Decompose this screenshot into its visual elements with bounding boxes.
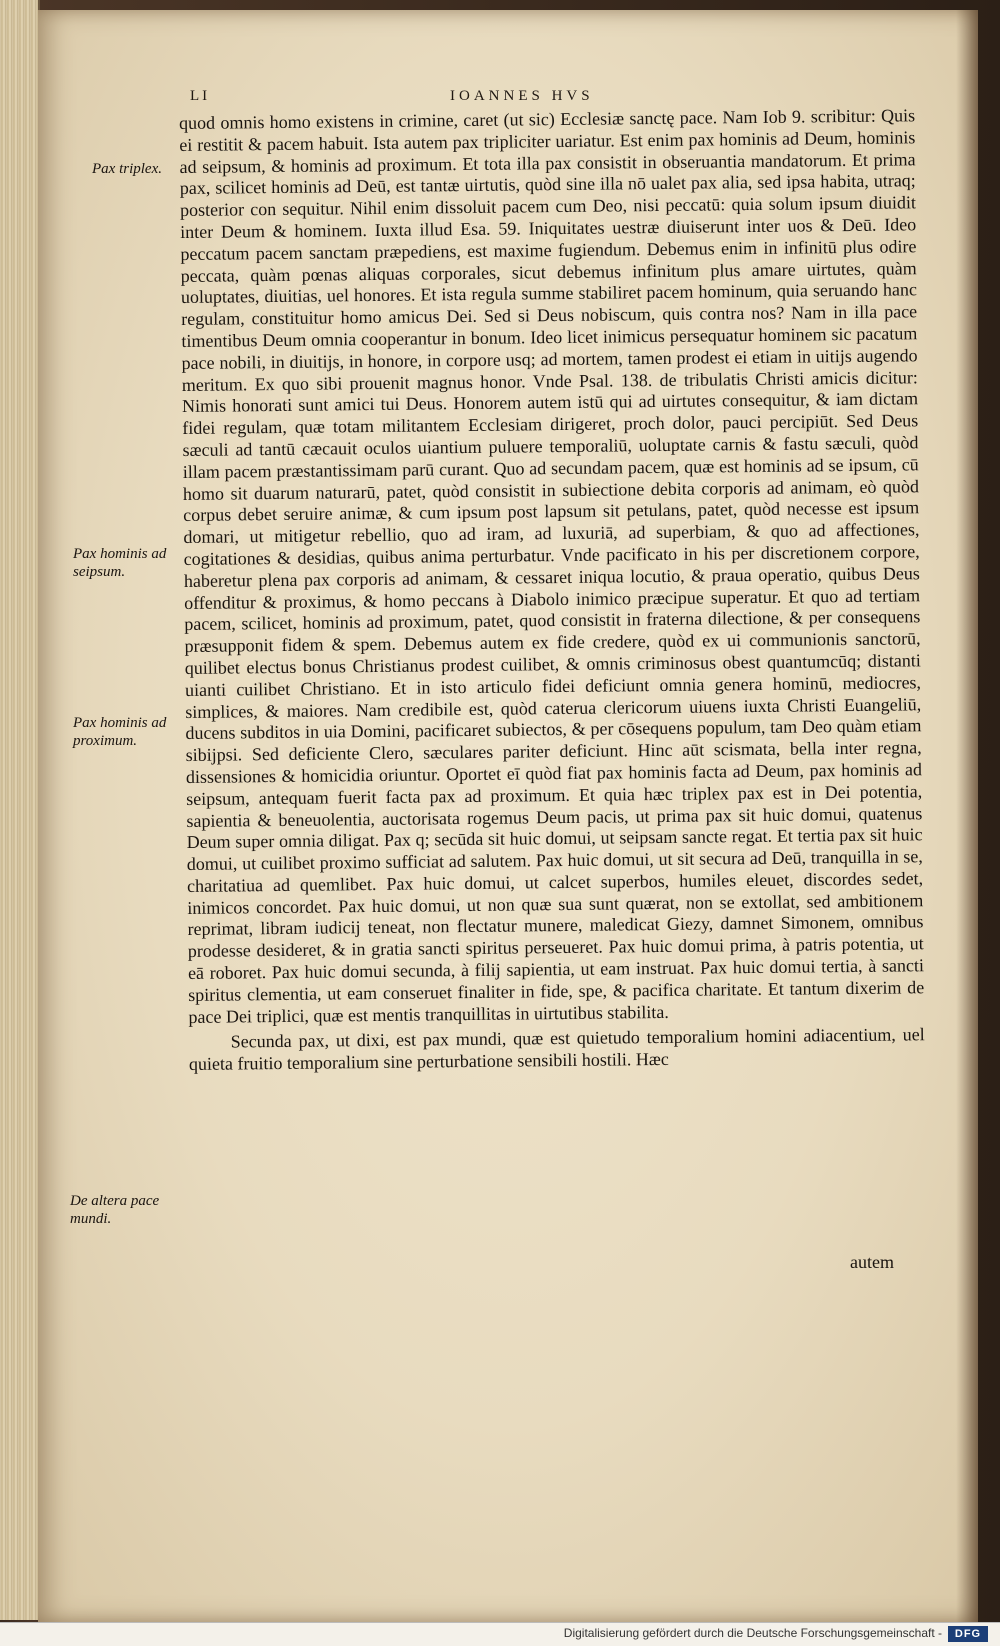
funding-credit: Digitalisierung gefördert durch die Deutsche Forschungsgemeinschaft - <box>563 1626 942 1640</box>
spine-shadow <box>956 10 978 1622</box>
margin-note-pax-ad-proximum: Pax hominis ad proximum. <box>73 715 167 749</box>
margin-note-pax-triplex: Pax triplex. <box>92 161 162 177</box>
body-paragraph-2: Secunda pax, ut dixi, est pax mundi, quæ est quietudo temporalium homini adiacentium, uel quieta fruitio temporalium sine perturbatione sensibili hostili. Hæc <box>188 1024 925 1075</box>
body-paragraph-1: quod omnis homo existens in crimine, caret (ut sic) Ecclesiæ sanctę pace. Nam Iob 9. scribitur: Quis ei restitit & pacem habuit. Ista autem pax tripliciter uariatur. Est enim pax hominis ad Deum, hominis ad seipsum, & hominis ad proximum. Et tota illa pax consistit in obseruantia mandatorum. Et prima pax, scilicet hominis ad Deū, est tantæ uirtutis, quòd sine illa nō ualet pax alia, sed ipsa habita, utraq; posterior con sequitur. Nihil enim dissoluit pacem cum Deo, nisi peccatū: quia solum ipsum diuidit inter Deum & hominem. Iuxta illud Esa. 59. Iniquitates uestræ diuiserunt inter uos & Deū. Ideo peccatum pacem sanctam præpediens, est maxime fugiendum. Debemus enim in infinitū plus odire peccata, quàm pœnas aliquas corporales, sicut debemus infinitum plus amare uirtutes, quàm uoluptates, diuitias, uel honores. Et ista regula summe stabiliret pacem hominum, quia seruando hanc regulam, constituitur homo amicus Dei. Sed si Deus nobiscum, quis contra nos? Nam in illa pace timentibus Deum omnia cooperantur in bonum. Ideo licet inimicus persequatur hominem sic pacatum pace nobili, in diuitijs, in honore, in corpore usq; ad mortem, tamen prodest ei etiam in uitijs augendo meritum. Ex quo sibi prouenit magnus honor. Vnde Psal. 138. de tribulatis Christi amicis dicitur: Nimis honorati sunt amici tui Deus. Honorem autem istū qui ad uirtutes consequitur, & iam dictam fidei regulam, quæ totam militantem Ecclesiam dirigeret, proch dolor, pauci percipiūt. Sed Deus sæculi ad tantū cæcauit oculos uiantium puluere temporaliū, uoluptate carnis & fastu sæculi, quòd illam pacem præstantissimam parū curant. Quo ad secundam pacem, quæ est hominis ad se ipsum, cū homo sit duarum naturarū, patet, quòd consistit in subiectione debita corporis ad animam, eò quòd corpus debet seruire animæ, & cum ipsum post lapsum sit petulans, patet, quòd necesse est ipsum domari, ut mitigetur rebellio, quo ad iram, ad luxuriā, ad superbiam, & quo ad affectiones, cogitationes & desidias, quibus anima perturbatur. Vnde pacificato in his per discretionem corpore, haberetur plena pax corporis ad animam, & cessaret iniqua locutio, & praua operatio, quibus Deus offenditur & proximus, & homo peccans à Diabolo inimico præcipue superatur. Et quo ad tertiam pacem, scilicet, hominis ad proximum, patet, quod consistit in fraterna dilectione, & per consequens præsupponit fidem & spem. Debemus autem ex fide credere, quòd ex ui communionis sanctorū, quilibet electus bonus Christianus prodest cuilibet, & omnis criminosus obest quantumcūq; distanti uianti cuilibet Christiano. Et in isto articulo fidei deficiunt omnia genera hominū, mediocres, simplices, & maiores. Nam credibile est, quòd caterua clericorum uiuens iuxta Christi Euangeliū, ducens subditos in uia Domini, pacificaret subiectos, & per cōsequens populum, tam Deo quàm etiam sibijpsi. Sed deficiente Clero, sæculares pariter deficiunt. Hinc aūt scismata, bella inter regna, dissensiones & homicidia oriuntur. Oportet eī quòd fiat pax hominis facta ad Deum, pax hominis ad seipsum, antequam fuerit facta pax ad proximum. Et quia hæc triplex pax est in Dei potentia, sapientia & beneuolentia, auctorisata rogemus Deum pacis, ut prima pax sit huic domui, quatenus Deum super omnia diligat. Pax q; secūda sit huic domui, ut seipsam sancte regat. Et tertia pax sit huic domui, ut cuilibet proximo sufficiat ad salutem. Pax huic domui, ut sit secura ad Deū, tranquilla in se, charitatiua ad quemlibet. Pax huic domui, ut calcet superbos, humiles eleuet, discordes sedet, inimicos concordet. Pax huic domui, ut non quæ sua sunt quærat, non se extollat, sed ambitionem reprimat, libram iudicij teneat, non flectatur munere, maledicat Giezy, damnet Simonem, omnibus prodesse desideret, & in gratia sancti spiritus perseueret. Pax huic domui prima, à patris potentia, ut eā roboret. Pax huic domui secunda, à filij sapientia, ut eam instruat. Pax huic domui tertia, à sancti spiritus clementia, ut eam conseruet finaliter in fide, spe, & pacifica charitate. Et tantum dixerim de pace Dei triplici, quæ est mentis tranquillitas in uirtutibus stabilita. <box>179 105 925 1027</box>
footer-bar <box>0 1622 1000 1646</box>
page-number: LI <box>190 88 211 104</box>
catchword: autem <box>850 1252 894 1272</box>
dfg-logo: DFG <box>948 1626 988 1642</box>
main-text-block <box>179 105 925 1076</box>
margin-note-pax-mundi: De altera pace mundi. <box>70 1193 160 1227</box>
running-title: IOANNES HVS <box>450 88 594 104</box>
book-page-edges <box>0 0 40 1620</box>
margin-note-pax-ad-seipsum: Pax hominis ad seipsum. <box>73 546 167 580</box>
